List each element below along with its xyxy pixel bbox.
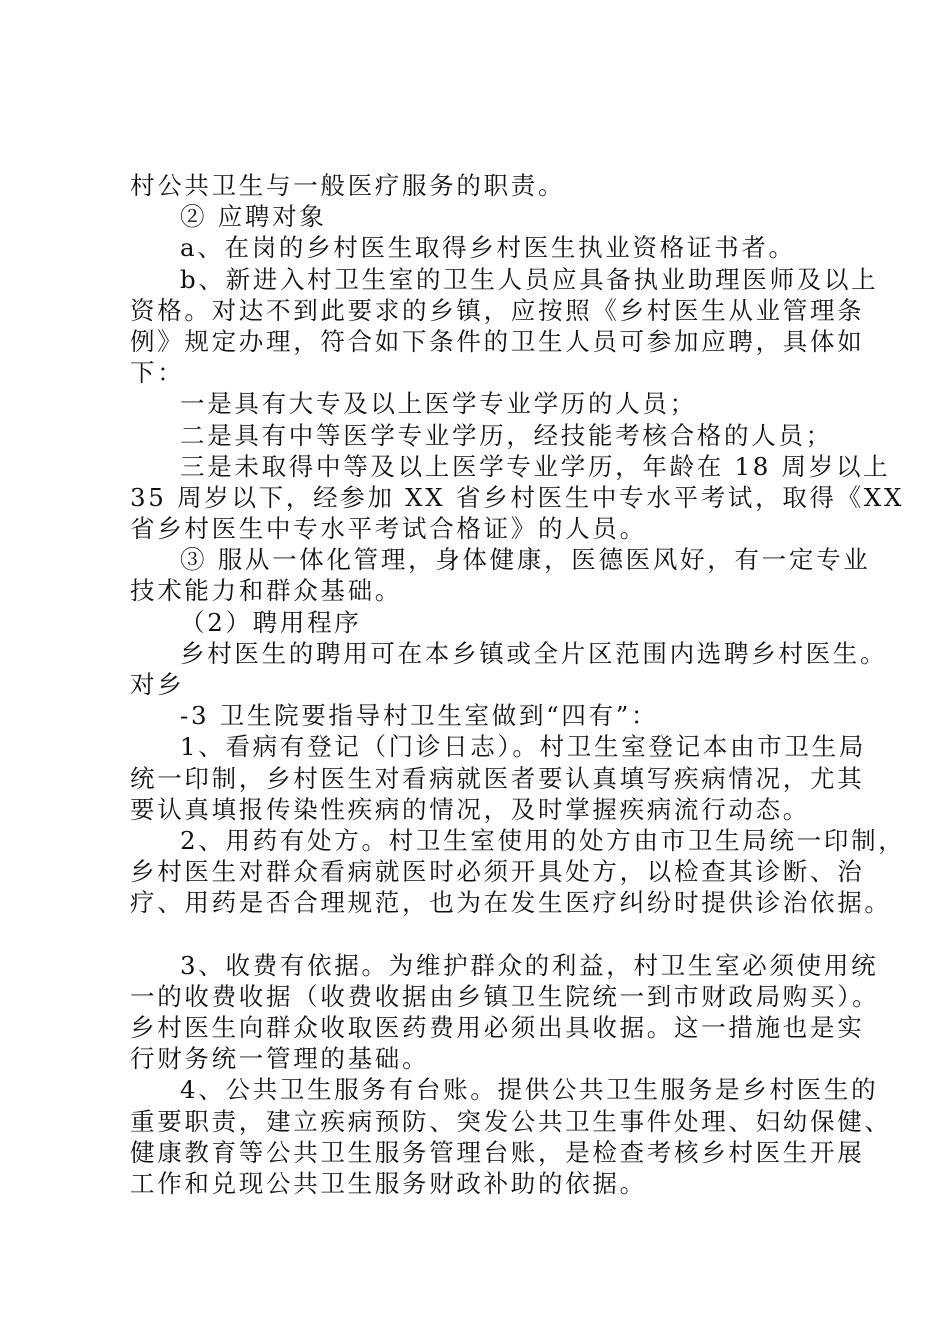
text-line: 村公共卫生与一般医疗服务的职责。 <box>130 171 566 200</box>
text-line: 4、公共卫生服务有台账。提供公共卫生服务是乡村医生的 <box>180 1075 879 1105</box>
text-line: 行财务统一管理的基础。 <box>130 1044 430 1074</box>
text-line: （2）聘用程序 <box>180 607 362 637</box>
text-line: 一是具有大专及以上医学专业学历的人员； <box>180 389 697 419</box>
text-line: b、新进入村卫生室的卫生人员应具备执业助理医师及以上 <box>180 264 879 294</box>
text-line: 健康教育等公共卫生服务管理台账，是检查考核乡村医生开展 <box>130 1137 865 1167</box>
text-line: 1、看病有登记（门诊日志）。村卫生室登记本由市卫生局 <box>180 732 867 762</box>
text-line: 例》规定办理，符合如下条件的卫生人员可参加应聘，具体如 <box>130 326 865 356</box>
text-line: 技术能力和群众基础。 <box>130 576 402 606</box>
text-line: 35 周岁以下，经参加 XX 省乡村医生中专水平考试，取得《XX <box>130 482 905 512</box>
blank-line <box>130 919 850 950</box>
text-line: 一的收费收据（收费收据由乡镇卫生院统一到市财政局购买）。 <box>130 981 880 1011</box>
text-line: ③ 服从一体化管理，身体健康，医德医风好，有一定专业 <box>180 545 871 575</box>
text-line: 三是未取得中等及以上医学专业学历，年龄在 18 周岁以上 <box>180 451 891 481</box>
text-line: 乡村医生向群众收取医药费用必须出具收据。这一措施也是实 <box>130 1013 865 1043</box>
text-line: a、在岗的乡村医生取得乡村医生执业资格证书者。 <box>180 233 796 263</box>
text-line: 乡村医生对群众看病就医时必须开具处方，以检查其诊断、治 <box>130 857 865 887</box>
text-line: 疗、用药是否合理规范，也为在发生医疗纠纷时提供诊治依据。 <box>130 888 892 918</box>
text-line: 二是具有中等医学专业学历，经技能考核合格的人员； <box>180 420 833 450</box>
text-line: 工作和兑现公共卫生服务财政补助的依据。 <box>130 1169 647 1198</box>
text-line: 统一印制，乡村医生对看病就医者要认真填写疾病情况，尤其 <box>130 763 865 793</box>
text-line: 省乡村医生中专水平考试合格证》的人员。 <box>130 514 647 544</box>
document-body <box>130 170 906 1199</box>
text-line: 乡村医生的聘用可在本乡镇或全片区范围内选聘乡村医生。 <box>180 638 888 668</box>
text-line: ② 应聘对象 <box>180 202 327 232</box>
text-line: 资格。对达不到此要求的乡镇，应按照《乡村医生从业管理条 <box>130 295 865 325</box>
text-line: 2、用药有处方。村卫生室使用的处方由市卫生局统一印制， <box>180 825 906 855</box>
text-line: 要认真填报传染性疾病的情况，及时掌握疾病流行动态。 <box>130 794 810 824</box>
text-line: 对乡 <box>130 670 185 699</box>
text-line: -3 卫生院要指导村卫生室做到“四有”： <box>180 701 659 731</box>
text-line: 重要职责，建立疾病预防、突发公共卫生事件处理、妇幼保健、 <box>130 1106 892 1136</box>
text-line: 下： <box>130 358 185 388</box>
text-line: 3、收费有依据。为维护群众的利益，村卫生室必须使用统 <box>180 950 879 980</box>
